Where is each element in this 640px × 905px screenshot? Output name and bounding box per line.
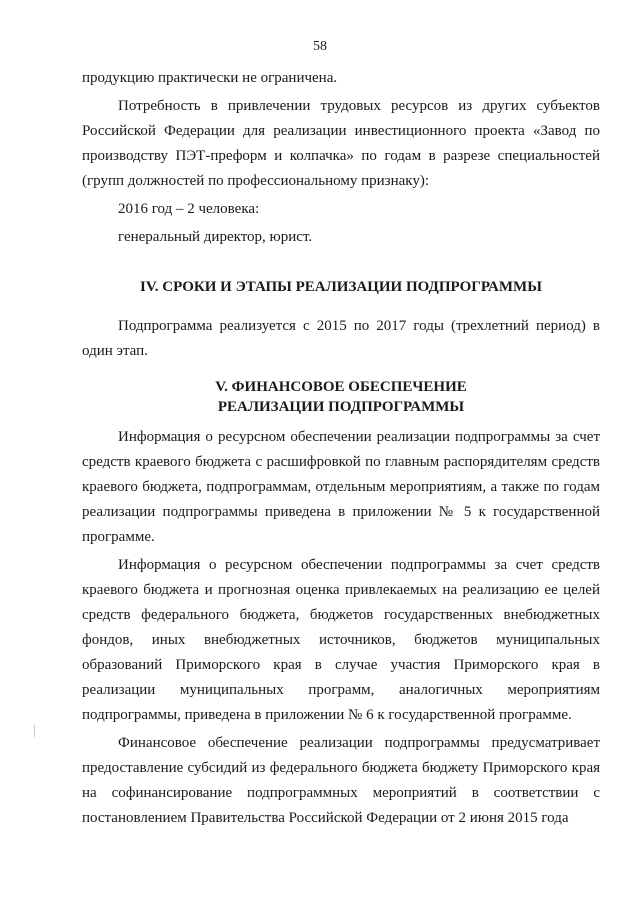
intro-line-year: 2016 год – 2 человека: [118, 201, 260, 217]
section-5-paragraph-2: Информация о ресурсном обеспечении подпрограммы за счет средств краевого бюджета и прогнозная оценка привлекаемых на реализацию ее целей средств федерального бюджета, бюджетов государственных внебюджетных фондов, иных внебюджетных источников, бюджетов муниципальных образований Приморского края в случае участия Приморского края в реализации муниципальных программ, аналогичных мероприятиям подпрограммы, приведена в приложении № 6 к государственной программе. [82, 557, 600, 723]
section-4-text: Подпрограмма реализуется с 2015 по 2017 годы (трехлетний период) в один этап. [82, 318, 600, 359]
section-5-paragraph-1: Информация о ресурсном обеспечении реализации подпрограммы за счет средств краевого бюджета с расшифровкой по главным распорядителям средств краевого бюджета, подпрограммам, отдельным мероприятиям, а также по годам реализации подпрограммы приведена в приложении № 5 к государственной программе. [82, 429, 600, 545]
section-5-heading-line-2: РЕАЛИЗАЦИИ ПОДПРОГРАММЫ [217, 399, 465, 415]
margin-mark [34, 725, 35, 737]
section-5-heading [82, 377, 600, 417]
page-number: 58 [313, 39, 327, 54]
section-5-heading-line-1: V. ФИНАНСОВОЕ ОБЕСПЕЧЕНИЕ [215, 379, 467, 395]
section-4-heading: IV. СРОКИ И ЭТАПЫ РЕАЛИЗАЦИИ ПОДПРОГРАММЫ [140, 279, 542, 295]
page-content [82, 66, 600, 831]
intro-line-positions: генеральный директор, юрист. [118, 229, 313, 245]
section-5-paragraph-3: Финансовое обеспечение реализации подпрограммы предусматривает предоставление субсидий из федерального бюджета бюджету Приморского края на софинансирование подпрограммных мероприятий в соответствии с постановлением Правительства Российской Федерации от 2 июня 2015 года [82, 735, 600, 826]
intro-paragraph-labor-demand: Потребность в привлечении трудовых ресурсов из других субъектов Российской Федерации для реализации инвестиционного проекта «Завод по производству ПЭТ-преформ и колпачка» по годам в разрезе специальностей (групп должностей по профессиональному признаку): [82, 98, 600, 189]
intro-paragraph-continuation: продукцию практически не ограничена. [82, 70, 338, 86]
